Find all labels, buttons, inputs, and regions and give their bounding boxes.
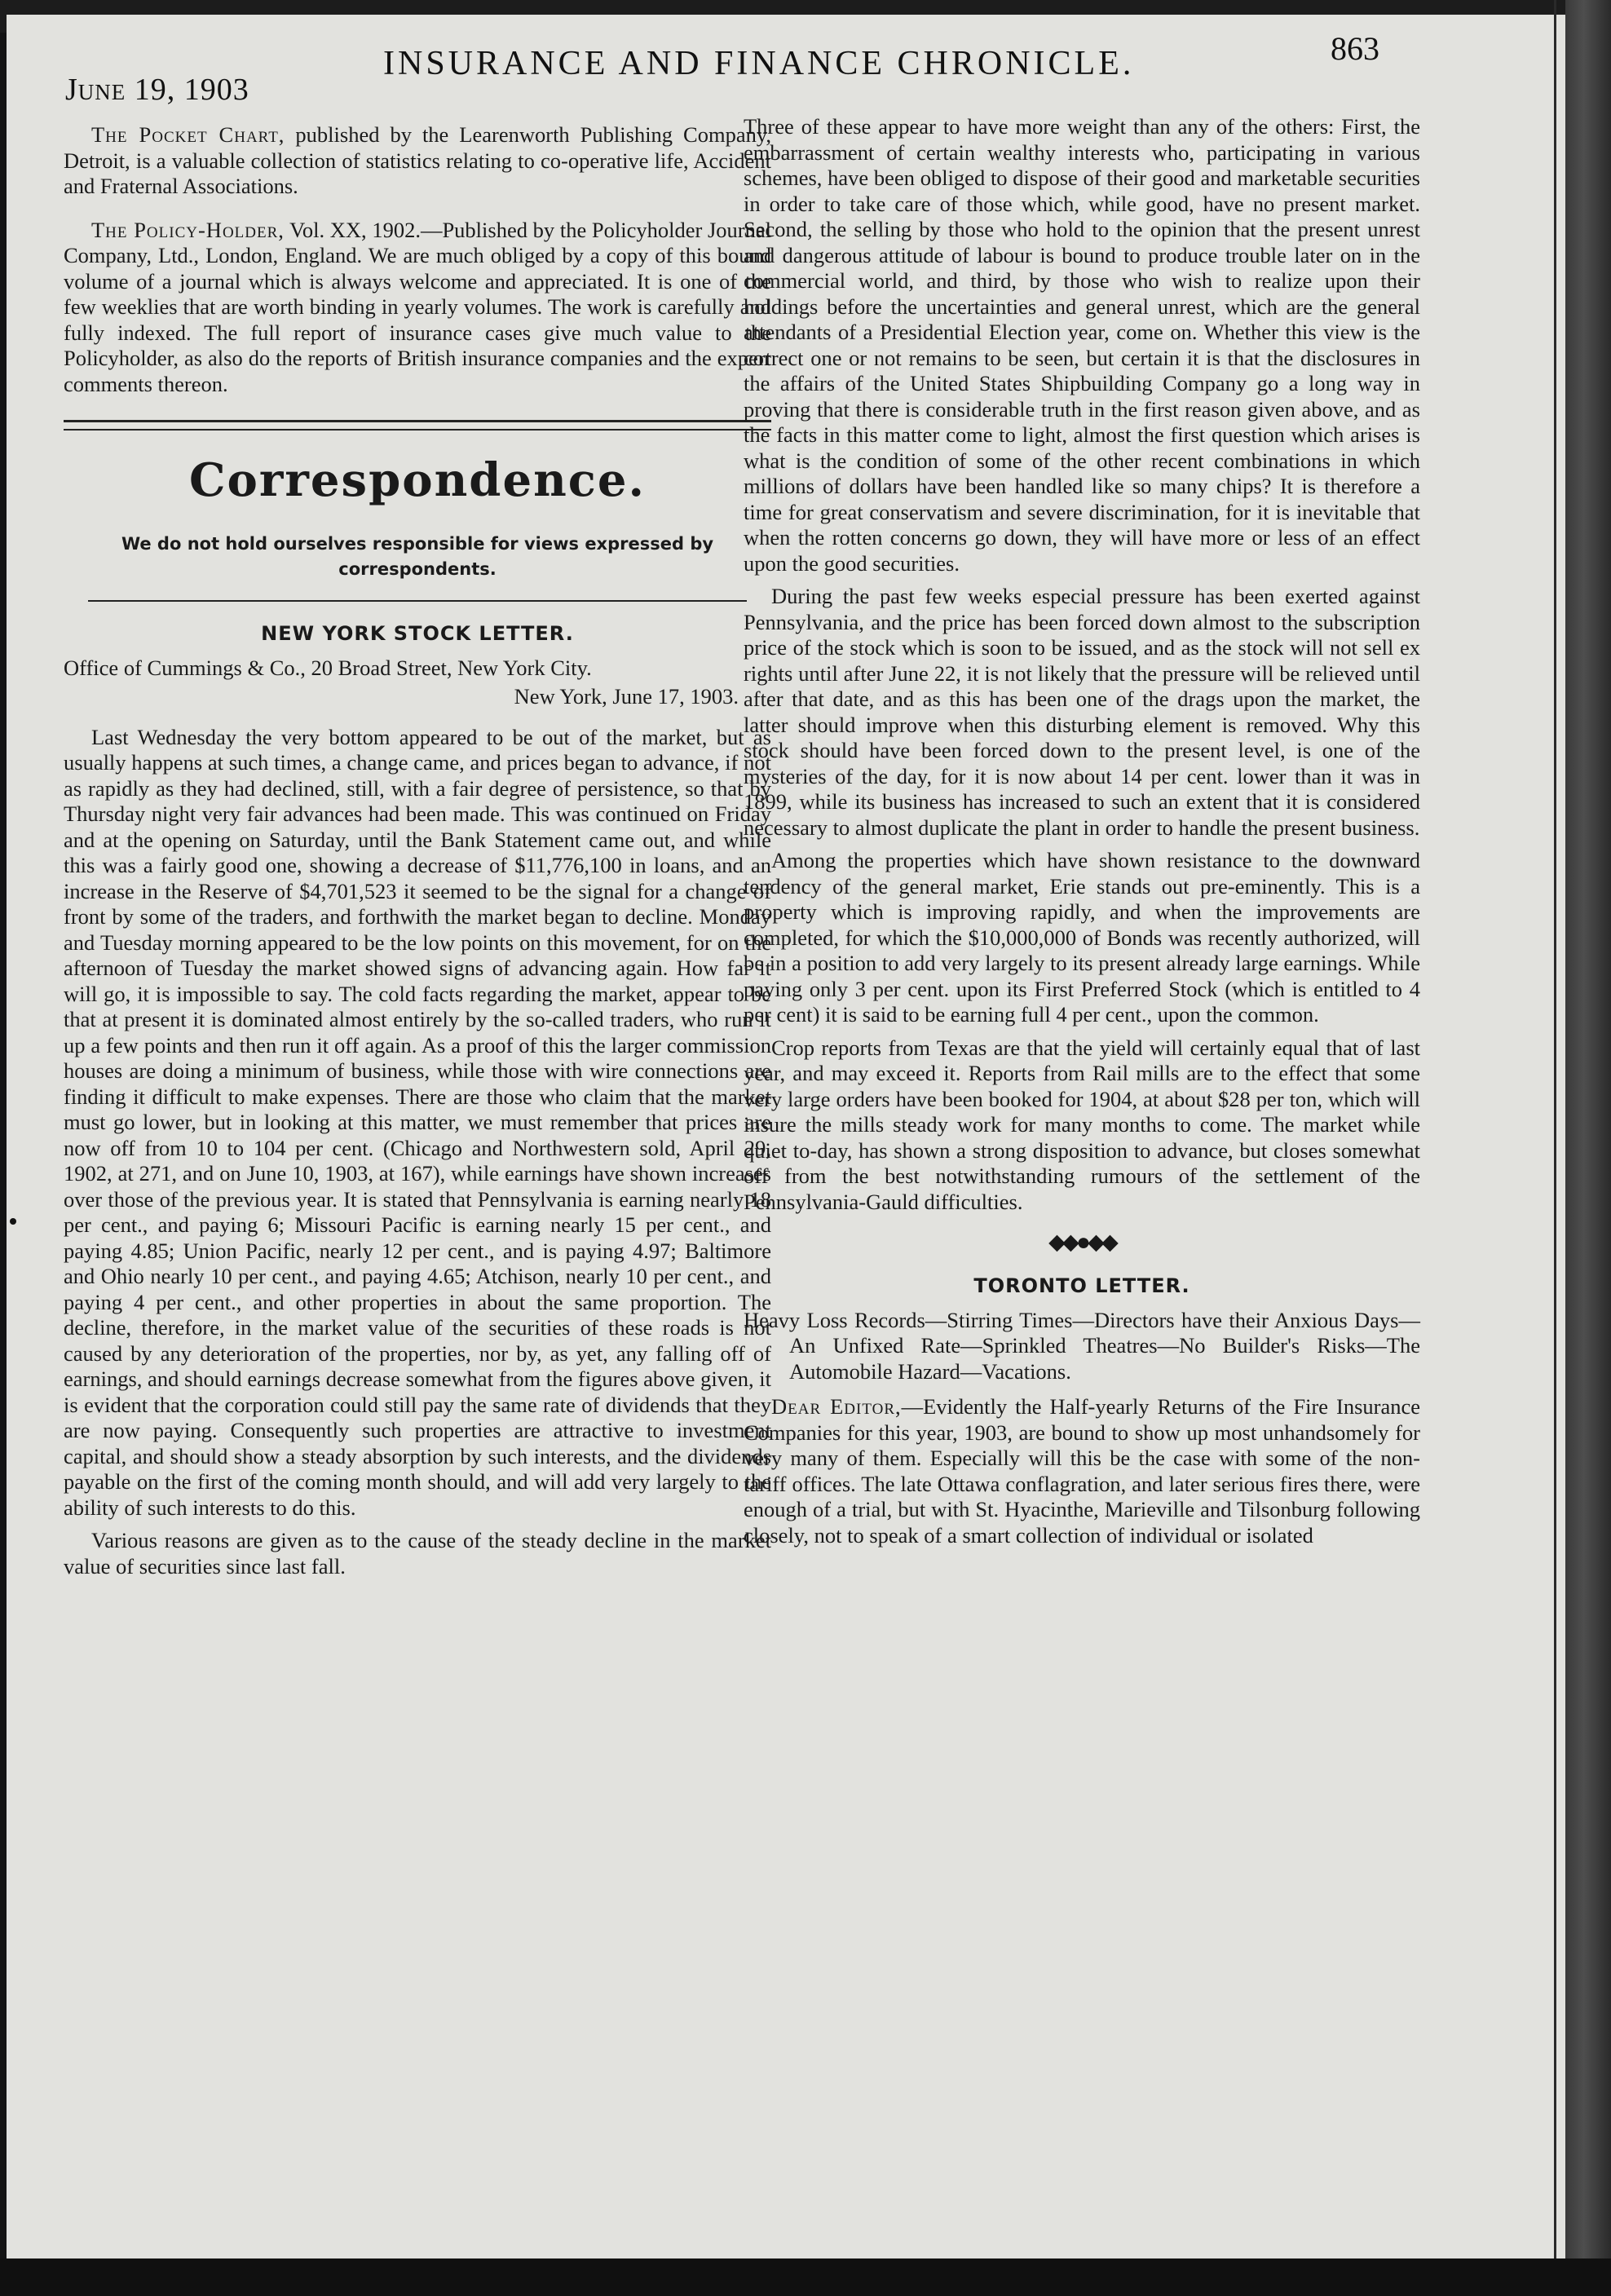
policy-holder-text: Vol. XX, 1902.—Published by the Policyholder Journal Company, Ltd., London, England. We are much obliged by a copy of this bound volume of a journal which is always welcome and appreciated. It is one of the few weeklies that are worth binding in yearly volumes. The work is carefully and fully indexed. The full report of insurance cases give much value to the Policyholder, as also do the reports of British insurance companies and the expert comments thereon. — [64, 217, 772, 396]
toronto-letter-subhead: Heavy Loss Records—Stirring Times—Directors have their Anxious Days—An Unfixed Rate—Sprinkled Theatres—No Builder's Risks—The Automobile Hazard—Vacations. — [744, 1307, 1420, 1384]
scan-border-bottom — [0, 2258, 1611, 2296]
pocket-chart-notice — [64, 122, 771, 200]
left-column — [64, 122, 771, 1587]
disclaimer-divider — [88, 600, 747, 602]
pocket-chart-lead: The Pocket Chart, — [91, 122, 285, 147]
ny-letter-address: Office of Cummings & Co., 20 Broad Street, New York City. — [64, 655, 592, 680]
book-spine — [1565, 0, 1611, 2296]
toronto-letter-text: —Evidently the Half-yearly Returns of the Fire Insurance Companies for this year, 1903, are bound to show up most unhandsomely for very many of them. Especially will this be the case with some of the non-tariff offices. The late Ottawa conflagration, and later serious fires there, were enough of a trial, but with St. Hyacinthe, Marieville and Tilsonburg following closely, not to speak of a smart collection of individual or isolated — [744, 1394, 1420, 1548]
ny-letter-dateline: New York, June 17, 1903. — [514, 684, 739, 709]
ink-speck — [10, 1218, 16, 1225]
toronto-letter-title: TORONTO LETTER. — [973, 1274, 1190, 1297]
ny-letter-title: NEW YORK STOCK LETTER. — [261, 622, 574, 645]
toronto-letter-paragraph — [744, 1394, 1420, 1548]
right-column — [744, 114, 1420, 1556]
ny-letter-paragraph: Among the properties which have shown resistance to the downward tendency of the general market, Erie stands out pre-eminently. This is a property which is improving rapidly, and when the improvements are completed, for which the $10,000,000 of Bonds was recently authorized, will be in a position to add very largely to its present already large earnings. While paying only 3 per cent. upon its First Preferred Stock (which is entitled to 4 per cent) it is said to be earning full 4 per cent., upon the common. — [744, 848, 1420, 1027]
section-divider — [64, 420, 771, 430]
ny-letter-paragraph: Last Wednesday the very bottom appeared to be out of the market, but as usually happens at such times, a change came, and prices began to advance, if not as rapidly as they had declined, still, with a fair degree of persistence, so that by Thursday night very fair advances had been made. This was continued on Friday and at the opening on Saturday, until the Bank Statement came out, and while this was a fairly good one, showing a decrease of $11,776,100 in loans, and an increase in the Reserve of $4,701,523 it seemed to be the signal for a change of front by some of the traders, and forthwith the market began to decline. Monday and Tuesday morning appeared to be the low points on this movement, for on the afternoon of Tuesday the market showed signs of advancing again. How far it will go, it is impossible to say. The cold facts regarding the market, appear to be that at present it is dominated almost entirely by the so-called traders, who run it up a few points and then run it off again. As a proof of this the larger commission houses are doing a minimum of business, while those with wire connections are finding it difficult to make expenses. There are those who claim that the market must go lower, but in looking at this matter, we must remember that prices are now off from 10 to 104 per cent. (Chicago and Northwestern sold, April 29, 1902, at 271, and on June 10, 1903, at 167), while earnings have shown increases over those of the previous year. It is stated that Pennsylvania is earning nearly 18 per cent., and paying 6; Missouri Pacific is earning nearly 15 per cent., and paying 4.85; Union Pacific, nearly 12 per cent., and is paying 4.97; Baltimore and Ohio nearly 10 per cent., and paying 4.65; Atchison, nearly 10 per cent., and paying 4 per cent., and other properties in about the same proportion. The decline, therefore, in the market value of the securities of these roads is not caused by any deterioration of the properties, nor by, as yet, any falling off of earnings, and should earnings decrease somewhat from the figures above given, it is evident that the corporation could still pay the same rate of dividends that they are now paying. Consequently such properties are attractive to investment capital, and should show a steady absorption by such interests, and the dividends payable on the first of the coming month should, and will add very largely to the ability of such interests to do this. — [64, 724, 771, 1520]
ny-letter-paragraph: Crop reports from Texas are that the yield will certainly equal that of last year, and may exceed it. Reports from Rail mills are to the effect that some very large orders have been booked for 1904, at about $28 per ton, which will insure the mills steady work for many months to come. The market while quiet to-day, has shown a strong disposition to advance, but closes somewhat off from the best notwithstanding rumours of the settlement of the Pennsylvania-Gauld difficulties. — [744, 1035, 1420, 1214]
correspondence-heading: Correspondence. — [188, 453, 647, 507]
page-number: 863 — [1331, 30, 1379, 67]
ny-letter-paragraph: Various reasons are given as to the cause of the steady decline in the market value of securities since last fall. — [64, 1528, 771, 1578]
page-date: June 19, 1903 — [65, 73, 249, 107]
ny-letter-paragraph: Three of these appear to have more weight than any of the others: First, the embarrassment of certain wealthy interests who, participating in various schemes, have been obliged to dispose of their good and marketable securities in order to take care of those which, while good, have no present market. Second, the selling by those who hold to the opinion that the present unrest and dangerous attitude of labour is bound to produce trouble later on in the commercial world, and third, by those who wish to realize upon their holdings before the uncertainties and general unrest, which are the general attendants of a Presidential Election year, come on. Whether this view is the correct one or not remains to be seen, but certain it is that the disclosures in the affairs of the United States Shipbuilding Company go a long way in proving that there is considerable truth in the first reason given above, and as the facts in this matter come to light, almost the first question which arises is what is the condition of some of the other recent combinations in which millions of dollars have been handled like so many chips? It is therefore a time for great conservatism and severe discrimination, for it is inevitable that when the rotten concerns go down, they will have more or less of an effect upon the good securities. — [744, 114, 1420, 576]
binding-edge-line — [1554, 0, 1556, 2267]
pocket-chart-text: published by the Learenworth Publishing Company, Detroit, is a valuable collection of statistics relating to co-operative life, Accident and Fraternal Associations. — [64, 122, 771, 198]
policy-holder-lead: The Policy-Holder, — [91, 217, 285, 242]
policy-holder-notice — [64, 218, 771, 398]
ornament-divider: ⬥⬥●⬥⬥ — [1048, 1229, 1116, 1256]
publication-title: INSURANCE AND FINANCE CHRONICLE. — [383, 45, 1135, 82]
ny-letter-paragraph: During the past few weeks especial pressure has been exerted against Pennsylvania, and the price has been forced down almost to the subscription price of the stock which is soon to be issued, and as the stock will not sell ex rights until after June 22, it is not likely that the pressure will be relieved until after that date, and as this has been one of the drags upon the market, the latter should improve when this disturbing element is removed. Why this stock should have been forced down to the present level, is one of the mysteries of the day, for it is now about 14 per cent. lower than it was in 1899, while its business has increased to such an extent that it is considered necessary to almost duplicate the plant in order to handle the present business. — [744, 584, 1420, 840]
toronto-letter-salutation: Dear Editor, — [771, 1394, 902, 1419]
correspondence-disclaimer: We do not hold ourselves responsible for views expressed by correspondents. — [121, 534, 714, 579]
